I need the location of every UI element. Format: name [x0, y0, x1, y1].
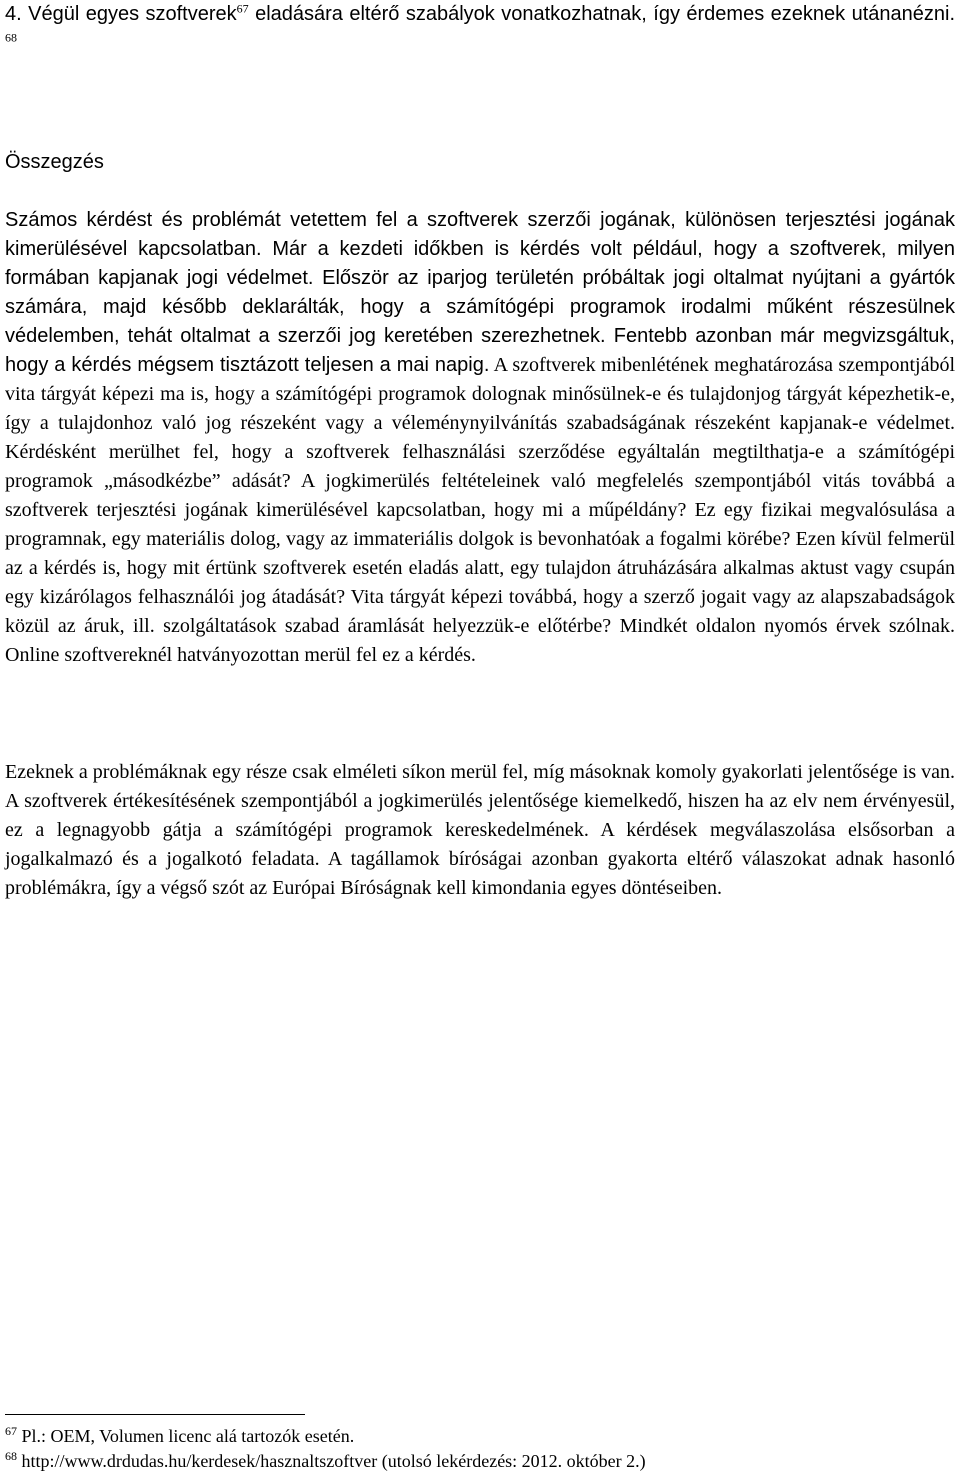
footnote-divider: [5, 1414, 305, 1415]
list-item-4: [5, 0, 955, 58]
footnote-68: [5, 1451, 646, 1471]
summary-paragraph-2: Ezeknek a problémáknak egy része csak elméleti síkon merül fel, míg másoknak komoly gyakorlati jelentősége is van. A szoftverek értékesítésének szempontjából a jogkimerülés jelentősége kiemelkedő, hiszen ha az elv nem érvényesül, ez a legnagyobb gátja a számítógépi programok kereskedelmének. A kérdések megválaszolása elsősorban a jogalkalmazó és a jogalkotó feladata. A tagállamok bíróságai azonban gyakorta eltérő válaszokat adnak hasonló problémákra, így a végső szót az Európai Bíróságnak kell kimondania egyes döntéseiben.: [5, 761, 955, 899]
summary-paragraph-1: [5, 206, 955, 670]
summary-paragraph-1-part-b: A szoftverek mibenlétének meghatározása szempontjából vita tárgyát képezi ma is, hogy a számítógépi programok dolognak minősülnek-e és tulajdonjog tárgyát képezhetik-e, így a tulajdonhoz való jog részeként vagy a véleménynyilvánítás szabadságának részeként kapjanak-e védelmet. Kérdésként merülhet fel, hogy a szoftverek felhasználási szerződése egyáltalán megtilthatja-e a számítógépi programok „másodkézbe” adását? A jogkimerülés feltételeinek való megfelelés szempontjából vitás továbbá a szoftverek terjesztési jogának kimerülésével kapcsolatban, hogy mi a műpéldány? Ez egy fizikai megvalósulása a programnak, egy materiális dolog, vagy az immateriális dolgok is bevonhatóak a fogalmi körébe? Ezen kívül felmerül az a kérdés is, hogy mit értünk szoftverek esetén eladás alatt, egy tulajdon átruházására alkalmas aktust vagy csupán egy kizárólagos felhasználói jog átadását? Vita tárgyát képezi továbbá, hogy a szerző jogait vagy az alapszabadságok közül az áruk, ill. szolgáltatások szabad áramlását helyezzük-e előtérbe? Mindkét oldalon nyomós érvek szólnak. Online szoftvereknél hatványozottan merül fel ez a kérdés.: [5, 354, 955, 666]
footnote-ref-68[interactable]: 68: [5, 30, 17, 45]
footnote-67: [5, 1426, 354, 1446]
footnote-text-68: http://www.drdudas.hu/kerdesek/hasznaltszoftver (utolsó lekérdezés: 2012. október 2.): [17, 1451, 646, 1471]
footnote-text-67: Pl.: OEM, Volumen licenc alá tartozók esetén.: [17, 1426, 355, 1446]
summary-paragraph-1-part-a: Számos kérdést és problémát vetettem fel a szoftverek szerzői jogának, különösen terjesztési jogának kimerülésével kapcsolatban. Már a kezdeti időkben is kérdés volt például, hogy a szoftverek, milyen formában kapjanak jogi védelmet. Először az iparjog területén próbáltak jogi oltalmat nyújtani a gyártók számára, majd később deklarálták, hogy a számítógépi programok irodalmi műként részesülnek védelemben, tehát oltalmat a szerzői jog keretében szerezhetnek. Fentebb azonban már megvizsgáltuk, hogy a kérdés mégsem tisztázott teljesen a mai napig.: [5, 209, 955, 376]
list-item-4-text-start: 4. Végül egyes szoftverek: [5, 3, 237, 25]
list-item-4-text-rest: eladására eltérő szabályok vonatkozhatnak, így érdemes ezeknek utánanézni.: [248, 3, 955, 25]
footnote-number-67: 67: [5, 1424, 17, 1438]
footnote-ref-67[interactable]: 67: [236, 1, 249, 16]
section-title: Összegzés: [5, 151, 104, 173]
footnote-number-68: 68: [5, 1449, 17, 1463]
